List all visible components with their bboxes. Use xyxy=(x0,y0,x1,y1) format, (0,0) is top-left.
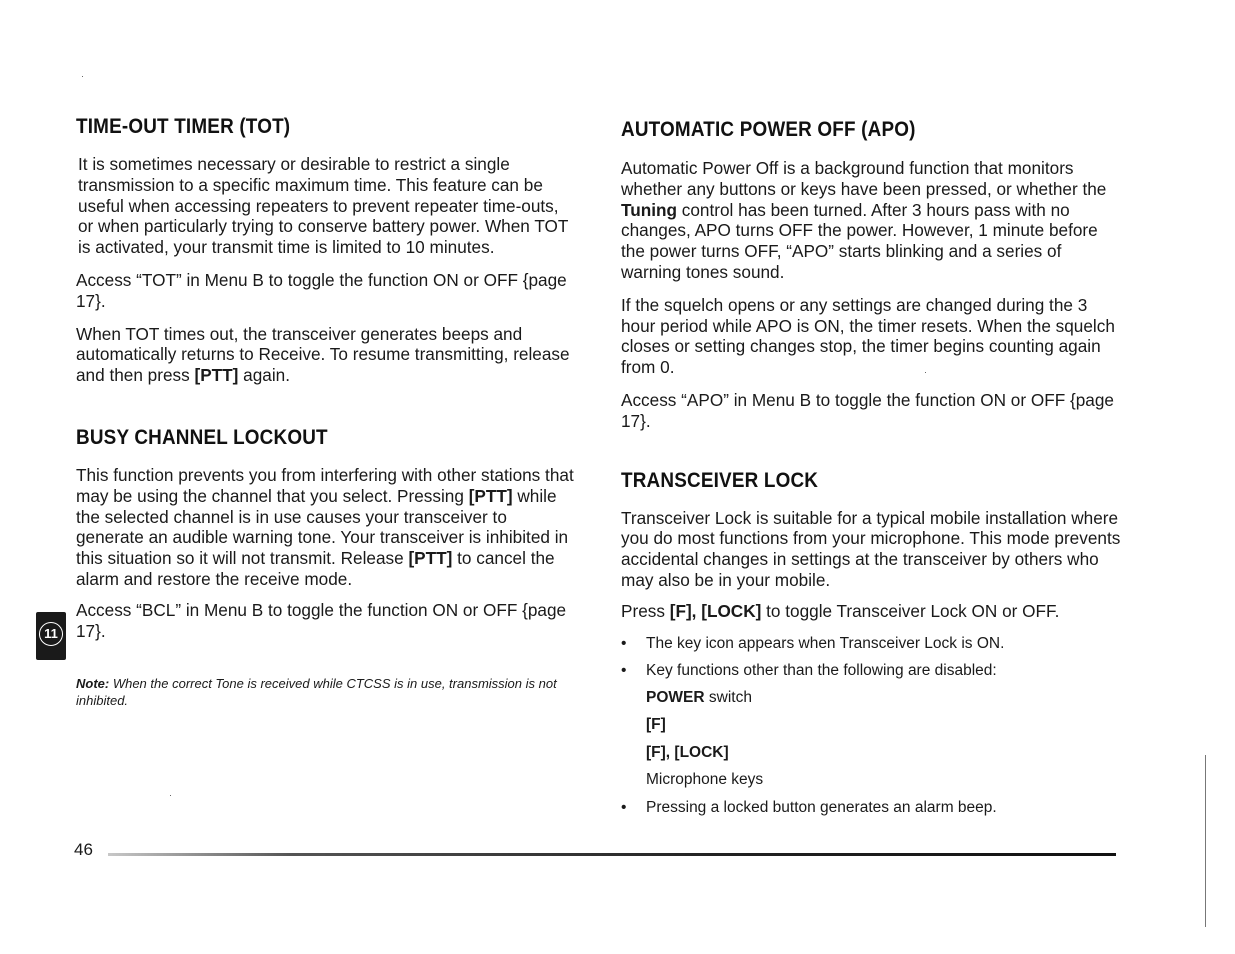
apo-paragraph-1 xyxy=(621,158,1126,283)
list-item: Microphone keys xyxy=(646,771,764,789)
page-number: 46 xyxy=(74,840,93,859)
power-switch-suffix: switch xyxy=(704,688,752,706)
list-item: [F] xyxy=(646,716,666,734)
ptt-key-label: [PTT] xyxy=(408,548,453,569)
list-item: • Pressing a locked button generates an alarm beep. xyxy=(621,794,1126,821)
bullet-2-text: Key functions other than the following are disabled: xyxy=(646,661,997,679)
power-switch-label: POWER xyxy=(646,688,705,706)
tuning-control-label: Tuning xyxy=(621,199,677,220)
footer-rule xyxy=(108,853,1116,856)
lock-p2-text-a: Press xyxy=(621,600,670,621)
ptt-key-label: [PTT] xyxy=(468,485,513,506)
apo-paragraph-2: If the squelch opens or any settings are changed during the 3 hour period while APO is ON, the timer resets. When the squelch closes or setting changes stop, the timer begins counting again from 0. xyxy=(621,294,1115,378)
lock-paragraph-2 xyxy=(621,601,1126,622)
bcl-p1-text-a: This function prevents you from interfering with other stations that may be using the channel that you select. Pressing xyxy=(76,464,574,506)
left-column xyxy=(76,115,576,709)
lock-paragraph-1: Transceiver Lock is suitable for a typical mobile installation where you do most functions from your microphone. This mode prevents accidental changes in settings at the transceiver by others who may also be in your mobile. xyxy=(621,507,1121,590)
scan-speck xyxy=(170,795,171,796)
lock-bullet-list xyxy=(621,630,1126,684)
lock-bullet-list-2 xyxy=(621,794,1126,821)
list-item xyxy=(646,684,1126,712)
bcl-p1-text-c: to cancel the alarm and restore the receive mode. xyxy=(76,548,555,589)
list-item: [F], [LOCK] xyxy=(646,743,729,761)
bcl-paragraph-2: Access “BCL” in Menu B to toggle the function ON or OFF {page 17}. xyxy=(76,599,567,641)
bcl-p1-text-b: while the selected channel is in use causes your transceiver to generate an audible warning tone. Your transceiver is inhibited in this situation so it will not transmit. Release xyxy=(76,485,569,569)
scan-speck xyxy=(925,372,926,373)
apo-p1-text-b: control has been turned. After 3 hours pass with no changes, APO turns OFF the power. However, 1 minute before the power turns OFF, “APO” starts blinking and a series of warning tones sound. xyxy=(621,199,1098,282)
enabled-keys-list xyxy=(621,684,1126,794)
list-item: • The key icon appears when Transceiver Lock is ON. xyxy=(621,630,1126,657)
lock-p2-text-b: to toggle Transceiver Lock ON or OFF. xyxy=(761,600,1060,621)
scan-edge-line xyxy=(1205,755,1206,927)
chapter-number: 11 xyxy=(39,622,63,646)
ptt-key-label: [PTT] xyxy=(194,365,239,386)
bcl-heading: BUSY CHANNEL LOCKOUT xyxy=(76,425,328,449)
tot-paragraph-1: It is sometimes necessary or desirable to restrict a single transmission to a specific maximum time. This feature can be useful when accessing repeaters to prevent repeater time-outs, or when particularly trying to conserve battery power. When TOT is activated, your transmit time is limited to 10 minutes. xyxy=(78,154,569,258)
tot-paragraph-3 xyxy=(76,324,576,386)
apo-p1-text-a: Automatic Power Off is a background function that monitors whether any buttons or keys have been pressed, or whether the xyxy=(621,158,1107,199)
apo-paragraph-3: Access “APO” in Menu B to toggle the function ON or OFF {page 17}. xyxy=(621,389,1114,431)
note-text: When the correct Tone is received while CTCSS is in use, transmission is not inhibited. xyxy=(76,676,557,709)
tot-paragraph-2: Access “TOT” in Menu B to toggle the function ON or OFF {page 17}. xyxy=(76,269,567,311)
chapter-tab xyxy=(36,612,66,660)
bcl-paragraph-1 xyxy=(76,465,576,590)
tot-heading: TIME-OUT TIMER (TOT) xyxy=(76,115,291,138)
list-item xyxy=(621,657,1126,684)
f-lock-key-label: [F], [LOCK] xyxy=(669,600,762,621)
apo-heading: AUTOMATIC POWER OFF (APO) xyxy=(621,118,916,141)
tot-p3-text-a: When TOT times out, the transceiver generates beeps and automatically returns to Receive. To resume transmitting, release and then press xyxy=(76,323,570,386)
tot-p3-text-b: again. xyxy=(238,365,291,386)
lock-heading: TRANSCEIVER LOCK xyxy=(621,468,819,492)
scan-speck xyxy=(82,76,83,77)
note-label: Note: xyxy=(76,676,110,692)
bcl-note xyxy=(76,675,576,709)
right-column xyxy=(621,118,1126,821)
